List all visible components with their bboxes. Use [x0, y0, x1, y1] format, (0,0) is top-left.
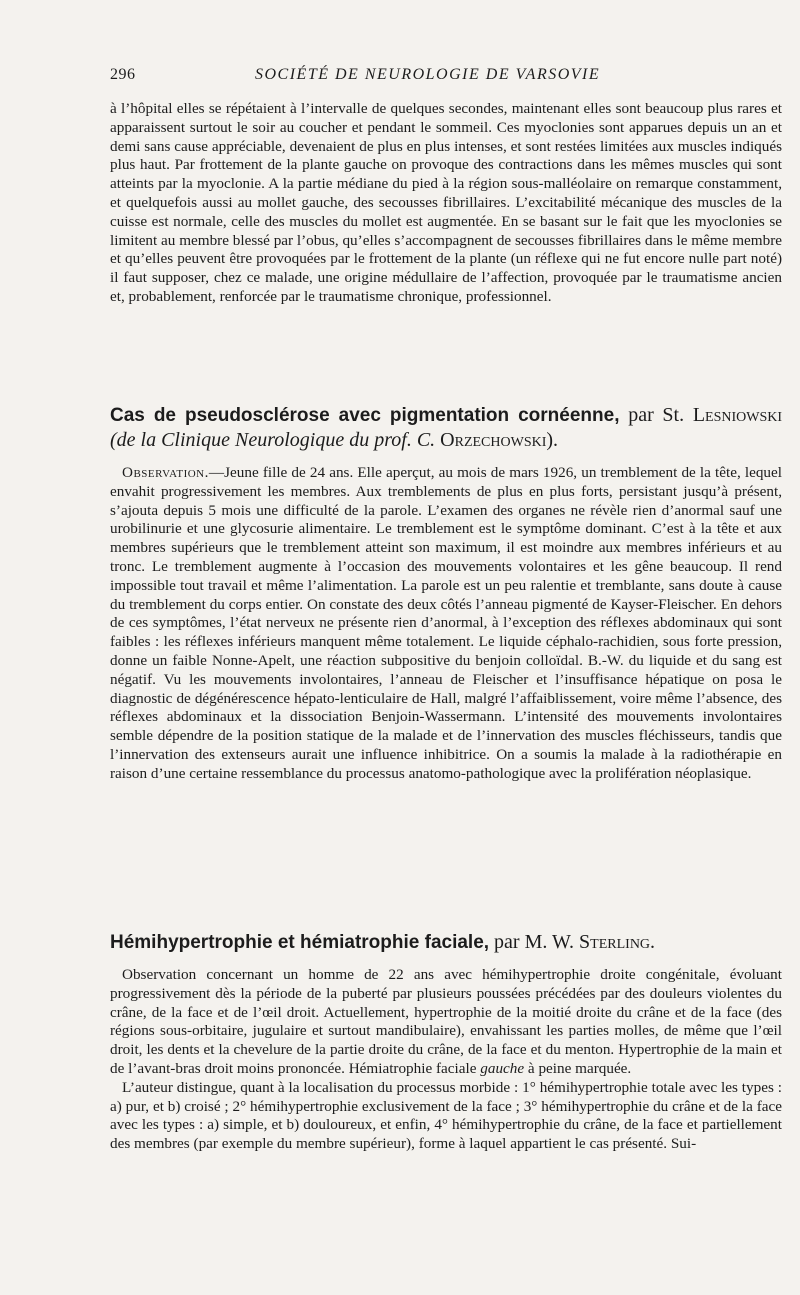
section-title-hemihypertrophie — [110, 930, 782, 955]
section-title-bold: Hémihypertrophie et hémiatrophie faciale, — [110, 932, 490, 953]
section-author: Sterling. — [579, 931, 656, 953]
affiliation-end: ). — [546, 429, 559, 451]
paragraph-italic: gauche — [480, 1059, 525, 1077]
paragraph-observation — [110, 966, 782, 1079]
hemihypertrophie-block — [110, 966, 782, 1154]
continued-paragraph: à l’hôpital elles se répétaient à l’intervalle de quelques secondes, maintenant elles sont beaucoup plus rares et apparaissent surtout le soir au coucher et pendant le sommeil. Ces myoclonies sont apparues depuis un an et demi sans cause appréciable, devenaient de plus en plus intenses, et sont restées limitées aux muscles indiqués plus haut. Par frottement de la plante gauche on provoque des contractions dans les mêmes muscles qui sont atteints par la myoclonie. A la partie médiane du pied à la région sous-malléolaire on remarque constamment, et quelquefois aussi au mollet gauche, des secousses fibrillaires. L’excitabilité mécanique des muscles de la cuisse est normale, celle des muscles du mollet est augmentée. En se basant sur le fait que les myoclonies se limitent au membre blessé par l’obus, qu’elles s’accompagnent de secousses fibrillaires dans le même membre et qu’elles peuvent être provoquées par le frottement de la plante (un réflexe qui ne fut encore nulle part noté) il faut supposer, chez ce malade, une origine médullaire de l’affection, provoquée par le traumatisme ancien et, probablement, renforcée par le traumatisme chronique, professionnel. — [110, 100, 782, 305]
page-number: 296 — [110, 66, 136, 83]
observation-paragraph — [110, 464, 782, 784]
paragraph-text: Observation concernant un homme de 22 ans avec hémihypertrophie droite congénitale, évoluant progressivement dès la période de la puberté par plusieurs poussées précédées par des douleurs violentes du crâne, de la face et de l’œil droit. Actuellement, hypertrophie de la moitié droite du crâne et de la face (des régions sous-orbitaire, jugulaire et surtout mandibulaire), envahissant les parties molles, de même que l’œil droit, les dents et la chevelure de la partie droite du crâne, de la face et du menton. Hypertrophie de la main et de l’avant-bras droit moins prononcée. Hémiatrophie faciale — [110, 966, 782, 1077]
observation-text: —Jeune fille de 24 ans. Elle aperçut, au mois de mars 1926, un tremblement de la tête, lequel envahit progressivement les membres. Aux tremblements de plus en plus forts, persistant jusqu’à présent, s’ajouta depuis 5 mois une difficulté de la parole. L’examen des organes ne révèle rien d’anormal sauf une urobilinurie et une glycosurie alimentaire. Le tremblement est le symptôme dominant. C’est à la tête et aux membres supérieurs que le tremblement atteint son maximum, il est moindre aux membres inférieurs et au tronc. Le tremblement augmente à l’occasion des mouvements volontaires et les gêne beaucoup. Il rend impossible tout travail et même l’alimentation. La parole est un peu ralentie et tremblante, sans doute à cause du tremblement du corps entier. On constate des deux côtés l’anneau pigmenté de Kayser-Fleischer. En dehors de ces symptômes, l’état nerveux ne présente rien d’anormal, à l’exception des réflexes abdominaux qui sont faibles : les réflexes inférieurs manquent même totalement. Le liquide céphalo-rachidien, sous forte pression, donne un faible Nonne-Apelt, une réaction subpositive du benjoin colloïdal. B.-W. du liquide et du sang est négatif. Vu les mouvements involontaires, l’anneau de Fleischer et l’insuffisance hépatique on posa le diagnostic de dégénérescence hépato-lenticulaire de Hall, malgré l’affaiblissement, voire même l’absence, des réflexes abdominaux et la dissociation Benjoin-Wassermann. L’intensité des mouvements involontaires semble dépendre de la position statique de la malade et de l’innervation des muscles fléchisseurs, tandis que l’innervation des extenseurs aurait une influence inhibitrice. On a soumis la malade à la radiothérapie en raison d’une certaine ressemblance du processus anatomo-pathologique avec la prolifération néoplasique. — [110, 464, 782, 782]
paragraph-end: à peine marquée. — [527, 1059, 632, 1077]
affiliation-author: Orzechowski — [440, 429, 547, 451]
section-affiliation: (de la Clinique Neurologique du prof. C. — [110, 429, 436, 451]
section-title-pseudosclerose — [110, 403, 782, 453]
observation-label: Observation. — [122, 464, 209, 481]
continued-paragraph-block — [110, 100, 782, 307]
section-byline: par St. — [628, 404, 685, 426]
paragraph-classification: L’auteur distingue, quant à la localisation du processus morbide : 1° hémihypertrophie totale avec les types : a) pur, et b) croisé ; 2° hémihypertrophie exclusivement de la face ; 3° hémihypertrophie du crâne et de la face avec les types : a) simple, et b) douloureux, et enfin, 4° hémihypertrophie du crâne, de la face et partiellement des membres (par exemple du membre supérieur), forme à laquel appartient le cas présenté. Sui- — [110, 1078, 782, 1153]
section-author: Lesniowski — [692, 404, 783, 426]
section-byline: par M. W. — [494, 931, 575, 953]
observation-block — [110, 464, 782, 784]
running-head: SOCIÉTÉ DE NEUROLOGIE DE VARSOVIE — [255, 66, 601, 83]
section-title-bold: Cas de pseudosclérose avec pigmentation cornéenne, — [110, 405, 620, 426]
